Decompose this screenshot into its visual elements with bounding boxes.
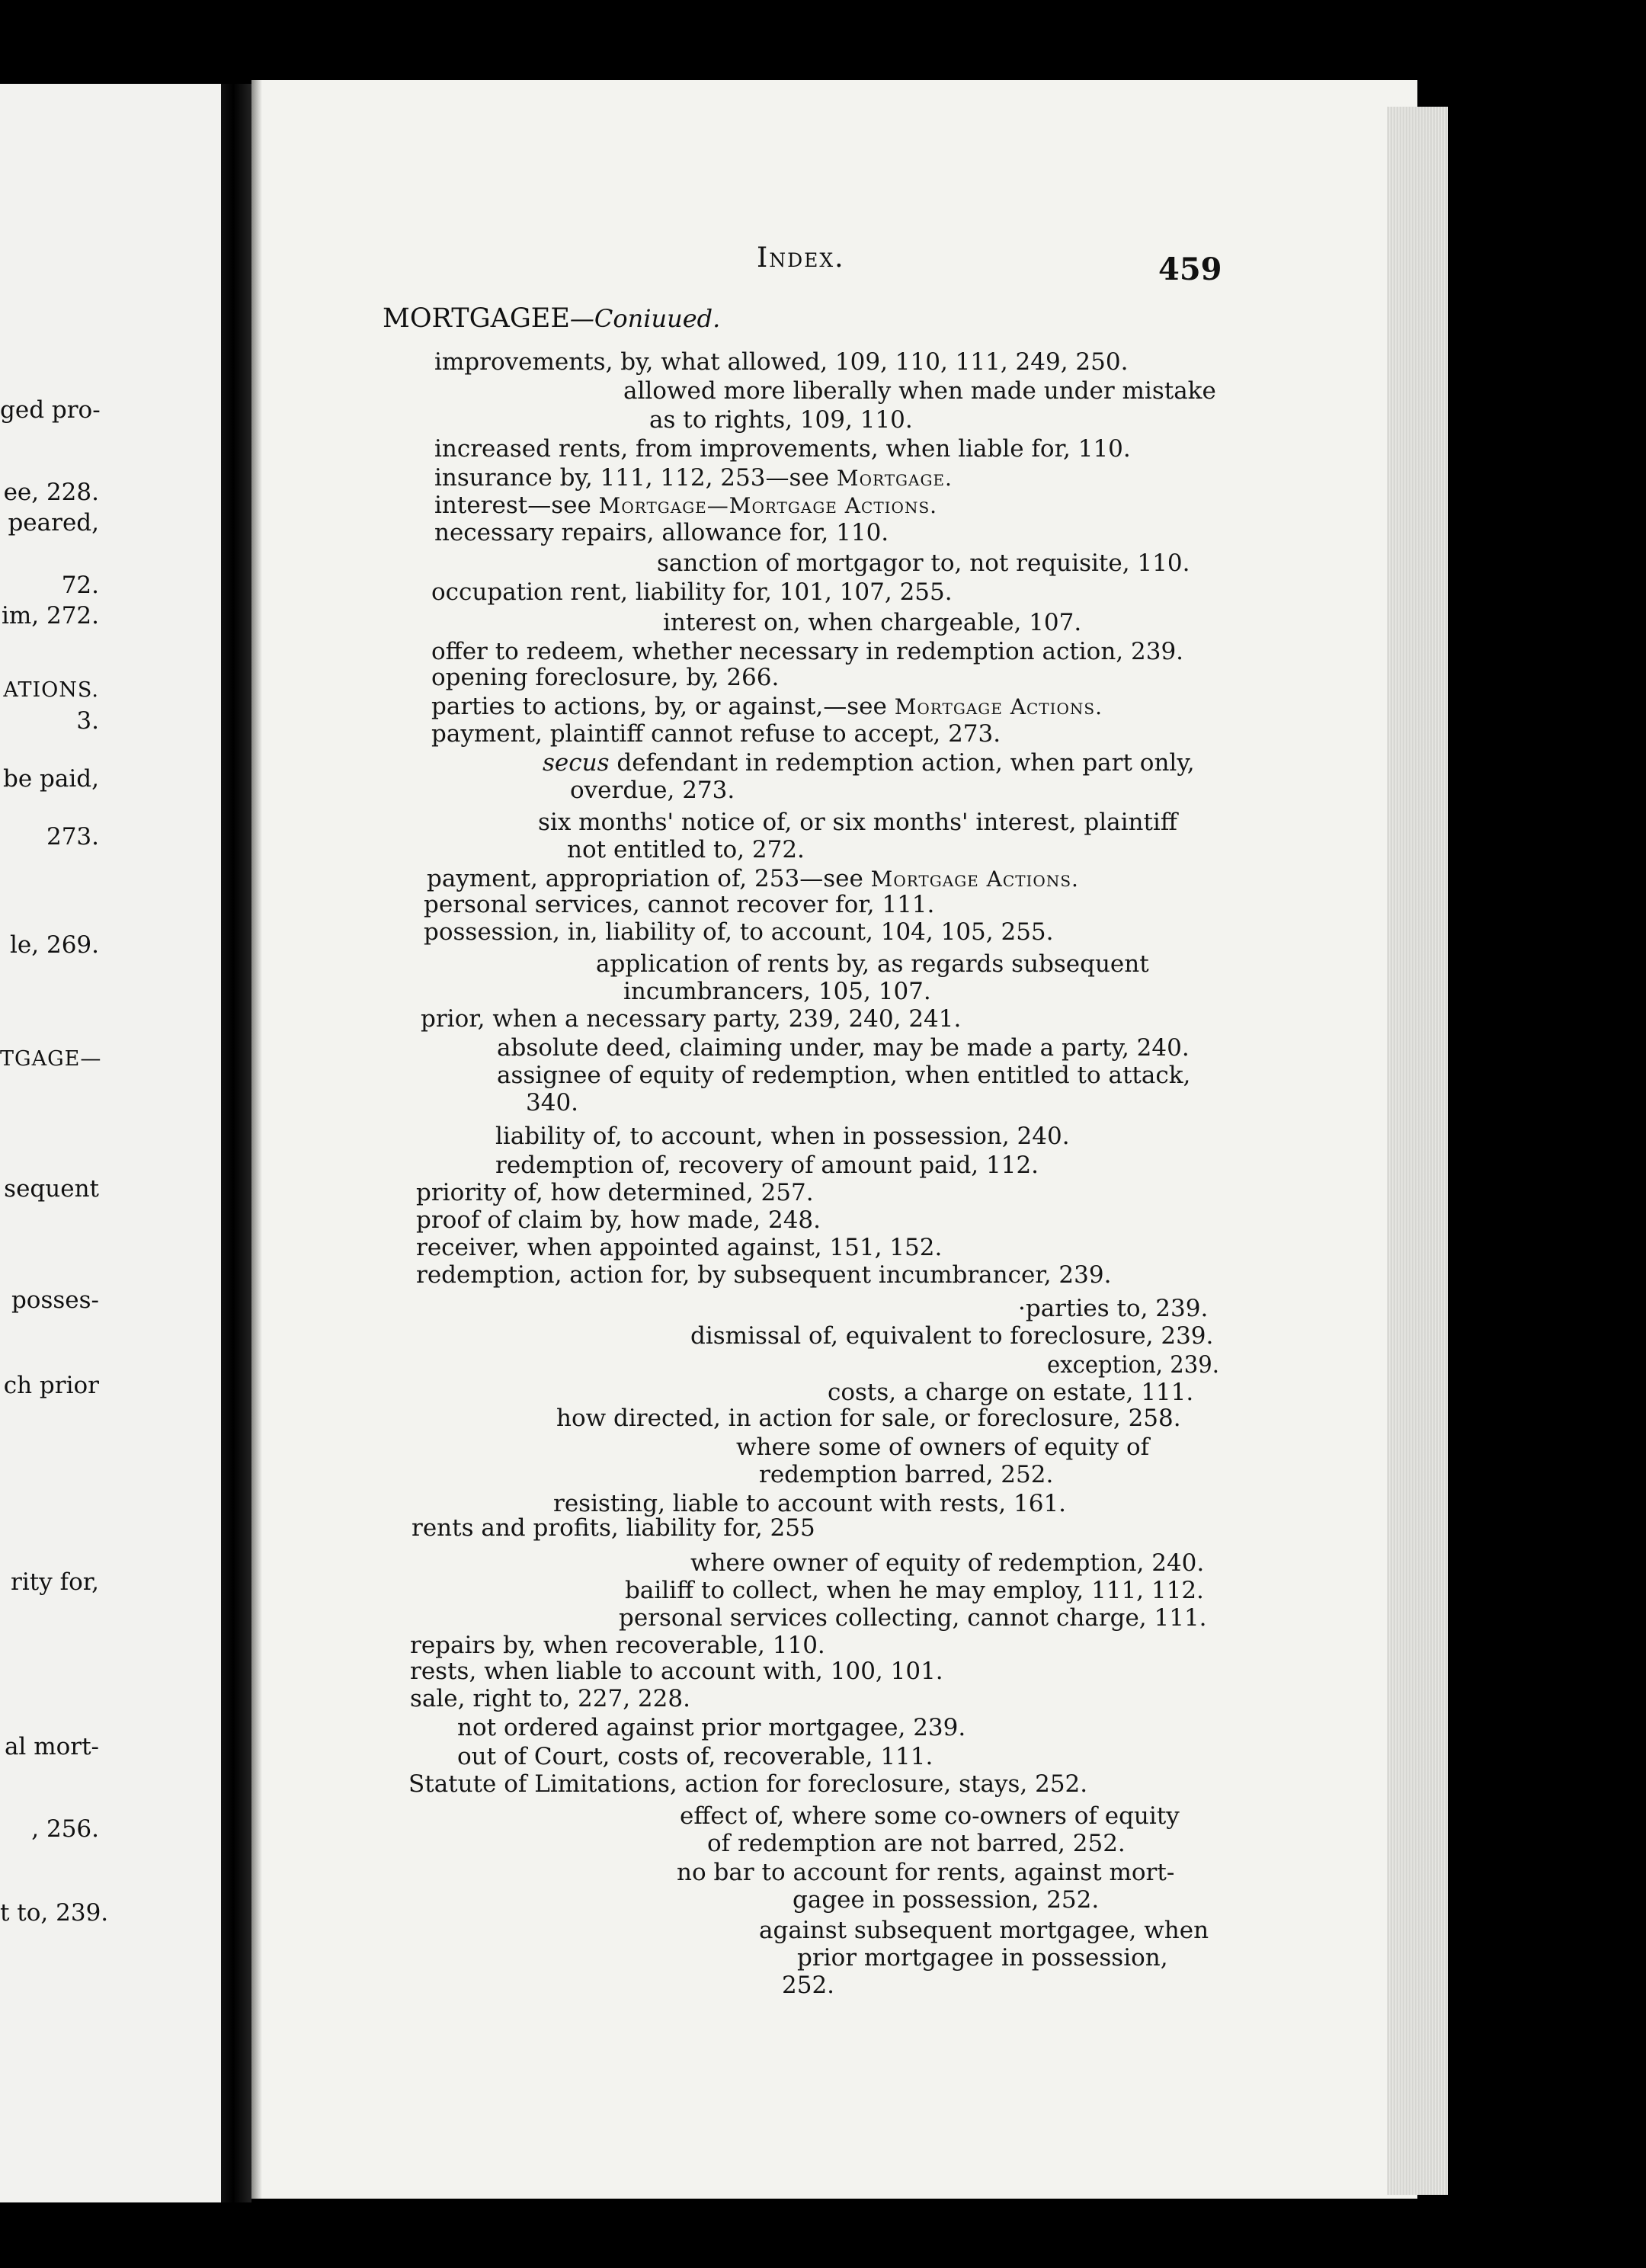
index-line (416, 1235, 942, 1261)
book-gutter (221, 84, 251, 2202)
index-heading-continued: —Coniuued. (569, 304, 721, 333)
index-line-text: Mortgage—Mortgage Actions. (598, 493, 938, 518)
left-page-text-fragment: peared, (8, 509, 99, 537)
index-line-text: liability of, to account, when in possession, 240. (495, 1123, 1070, 1150)
index-line-text: insurance by, 111, 112, 253—see (434, 464, 837, 492)
index-line-text: necessary repairs, allowance for, 110. (434, 519, 889, 546)
index-line (431, 579, 953, 605)
index-line (434, 349, 1128, 375)
index-line-text: costs, a charge on estate, 111. (828, 1379, 1194, 1406)
index-line-text: allowed more liberally when made under mistake (623, 377, 1216, 405)
index-line-text: not ordered against prior mortgagee, 239. (457, 1714, 966, 1741)
index-line (619, 1605, 1207, 1631)
index-line-text: where some of owners of equity of (736, 1434, 1150, 1461)
index-line-text: personal services, cannot recover for, 111. (424, 891, 935, 918)
index-line-text: out of Court, costs of, recoverable, 111. (457, 1743, 933, 1770)
index-line (1047, 1352, 1219, 1378)
page-edges (1387, 107, 1448, 2195)
index-line-text: how directed, in action for sale, or foreclosure, 258. (556, 1405, 1181, 1432)
left-page-text-fragment: ee, 228. (3, 479, 99, 506)
index-line-text: interest—see (434, 492, 599, 519)
index-line-text: redemption barred, 252. (759, 1461, 1054, 1488)
index-line (1018, 1296, 1208, 1321)
index-line-text: against subsequent mortgagee, when (759, 1917, 1209, 1944)
index-line-text: defendant in redemption action, when part only, (609, 749, 1195, 777)
index-line-text: repairs by, when recoverable, 110. (410, 1632, 825, 1659)
index-line (416, 1207, 821, 1233)
index-line (625, 1578, 1204, 1603)
index-line (434, 492, 937, 519)
index-line-text: rests, when liable to account with, 100, 101. (410, 1658, 943, 1685)
index-line (797, 1945, 1168, 1971)
index-line-text: where owner of equity of redemption, 240. (690, 1549, 1205, 1577)
left-page-text-fragment: ATIONS. (3, 678, 99, 702)
index-line-text: 252. (782, 1972, 835, 1999)
index-line-text: prior mortgagee in possession, (797, 1944, 1168, 1972)
index-line-text: offer to redeem, whether necessary in redemption action, 239. (431, 638, 1184, 665)
index-line-text: improvements, by, what allowed, 109, 110, 111, 249, 250. (434, 348, 1129, 376)
index-line-text: no bar to account for rents, against mort- (677, 1859, 1175, 1886)
index-line (782, 1972, 834, 1998)
index-line (570, 777, 735, 803)
index-line (657, 550, 1190, 576)
index-line-text: not entitled to, 272. (567, 836, 805, 863)
index-line-text: sanction of mortgagor to, not requisite, 110. (657, 549, 1190, 577)
left-page-text-fragment: be paid, (3, 765, 99, 793)
index-line (495, 1152, 1039, 1178)
index-line (649, 407, 913, 433)
index-line-text: six months' notice of, or six months' interest, plaintiff (538, 809, 1177, 836)
left-page-text-fragment: 273. (46, 823, 99, 850)
index-line (434, 436, 1131, 462)
index-line (457, 1715, 966, 1741)
index-line-text: payment, appropriation of, 253—see (427, 865, 871, 892)
index-line-text: increased rents, from improvements, when liable for, 110. (434, 435, 1131, 463)
index-line-text: rents and profits, liability for, 255 (412, 1514, 815, 1542)
index-line-text: proof of claim by, how made, 248. (416, 1206, 821, 1234)
index-line (623, 979, 931, 1004)
index-line (424, 892, 934, 918)
page-number: 459 (1158, 251, 1222, 287)
index-line (410, 1658, 943, 1684)
left-page-text-fragment: im, 272. (1, 602, 99, 629)
index-line (690, 1550, 1204, 1576)
index-line (497, 1062, 1190, 1088)
index-line-text: redemption, action for, by subsequent incumbrancer, 239. (416, 1261, 1112, 1289)
left-page-text-fragment: t to, 239. (0, 1899, 109, 1927)
index-line-text: secus (543, 749, 610, 777)
index-line (410, 1632, 825, 1658)
index-heading (383, 303, 720, 334)
index-line-text: 340. (526, 1089, 579, 1116)
left-page-text-fragment: posses- (11, 1286, 99, 1314)
index-line-text: Mortgage Actions. (894, 694, 1103, 719)
index-line (567, 837, 805, 863)
index-line (431, 639, 1183, 665)
index-line-text: overdue, 273. (570, 777, 735, 804)
index-line-text: resisting, liable to account with rests, 161. (553, 1490, 1067, 1517)
index-line-text: priority of, how determined, 257. (416, 1179, 814, 1206)
index-heading-term: MORTGAGEE (383, 303, 570, 334)
index-line (416, 1262, 1111, 1288)
page-shadow (251, 80, 262, 2199)
index-line-text: parties to actions, by, or against,—see (431, 693, 895, 720)
index-line (828, 1379, 1193, 1405)
index-line (526, 1090, 578, 1116)
index-line (538, 809, 1177, 835)
index-line-text: absolute deed, claiming under, may be made a party, 240. (497, 1034, 1190, 1062)
index-line (553, 1491, 1066, 1517)
index-line (421, 1006, 961, 1032)
index-line (736, 1434, 1149, 1460)
index-line (427, 866, 1079, 892)
index-line-text: dismissal of, equivalent to foreclosure, 239. (690, 1322, 1214, 1350)
left-page-text-fragment: sequent (4, 1175, 99, 1203)
index-line-text: ·parties to, 239. (1018, 1295, 1209, 1322)
index-line (793, 1887, 1099, 1913)
index-line (680, 1803, 1180, 1829)
index-line (677, 1860, 1174, 1885)
index-line-text: payment, plaintiff cannot refuse to accept, 273. (431, 720, 1001, 748)
index-line-text: exception, 239. (1047, 1351, 1219, 1379)
index-line-text: personal services collecting, cannot charge, 111. (619, 1604, 1207, 1632)
index-line (497, 1035, 1190, 1061)
index-line-text: sale, right to, 227, 228. (410, 1685, 690, 1712)
index-line (556, 1405, 1181, 1431)
index-line (408, 1771, 1087, 1797)
index-line (434, 465, 953, 492)
left-page-text-fragment: 72. (61, 572, 99, 599)
index-line (690, 1323, 1213, 1349)
index-line-text: prior, when a necessary party, 239, 240, 241. (421, 1005, 962, 1033)
index-line-text: interest on, when chargeable, 107. (663, 609, 1082, 636)
running-head: Index. (757, 242, 845, 274)
index-line (759, 1917, 1209, 1943)
index-line (759, 1462, 1053, 1488)
index-line-text: occupation rent, liability for, 101, 107, 255. (431, 578, 953, 606)
index-line-text: opening foreclosure, by, 266. (431, 664, 780, 691)
index-line-text: effect of, where some co-owners of equity (680, 1802, 1180, 1830)
left-page-text-fragment: 3. (76, 707, 99, 735)
index-line-text: bailiff to collect, when he may employ, 111, 112. (625, 1577, 1204, 1604)
index-line-text: of redemption are not barred, 252. (707, 1830, 1126, 1857)
index-line (663, 610, 1081, 636)
index-line (431, 694, 1103, 720)
left-page-text-fragment: TGAGE— (0, 1047, 102, 1071)
left-page-text-fragment: , 256. (31, 1815, 99, 1843)
previous-page-fragment (0, 84, 221, 2202)
index-line-text: assignee of equity of redemption, when entitled to attack, (497, 1062, 1191, 1089)
index-line (410, 1686, 690, 1712)
index-line (707, 1831, 1126, 1856)
left-page-text-fragment: ch prior (3, 1372, 99, 1399)
index-line-text: possession, in, liability of, to account, 104, 105, 255. (424, 918, 1054, 946)
index-line (431, 665, 779, 690)
left-page-text-fragment: le, 269. (10, 931, 99, 959)
index-line (416, 1180, 814, 1206)
index-line-text: application of rents by, as regards subsequent (596, 950, 1149, 978)
index-line-text: Mortgage Actions. (870, 867, 1079, 892)
index-line-text: redemption of, recovery of amount paid, 112. (495, 1152, 1039, 1179)
index-line (457, 1744, 933, 1770)
index-line (431, 721, 1001, 747)
index-line-text: receiver, when appointed against, 151, 152. (416, 1234, 943, 1261)
index-line (412, 1515, 815, 1541)
index-line-text: Statute of Limitations, action for foreclosure, stays, 252. (408, 1770, 1088, 1798)
index-line-text: incumbrancers, 105, 107. (623, 978, 931, 1005)
left-page-text-fragment: rity for, (11, 1568, 99, 1596)
index-line-text: as to rights, 109, 110. (649, 406, 913, 434)
index-line (495, 1123, 1070, 1149)
index-line (424, 919, 1054, 945)
index-line-text: Mortgage. (836, 466, 953, 491)
index-line (434, 520, 889, 546)
index-line-text: gagee in possession, 252. (793, 1886, 1100, 1914)
index-line (543, 750, 1195, 776)
index-line (623, 378, 1216, 404)
left-page-text-fragment: al mort- (4, 1733, 99, 1760)
index-line (596, 951, 1149, 977)
left-page-text-fragment: ged pro- (0, 396, 101, 424)
